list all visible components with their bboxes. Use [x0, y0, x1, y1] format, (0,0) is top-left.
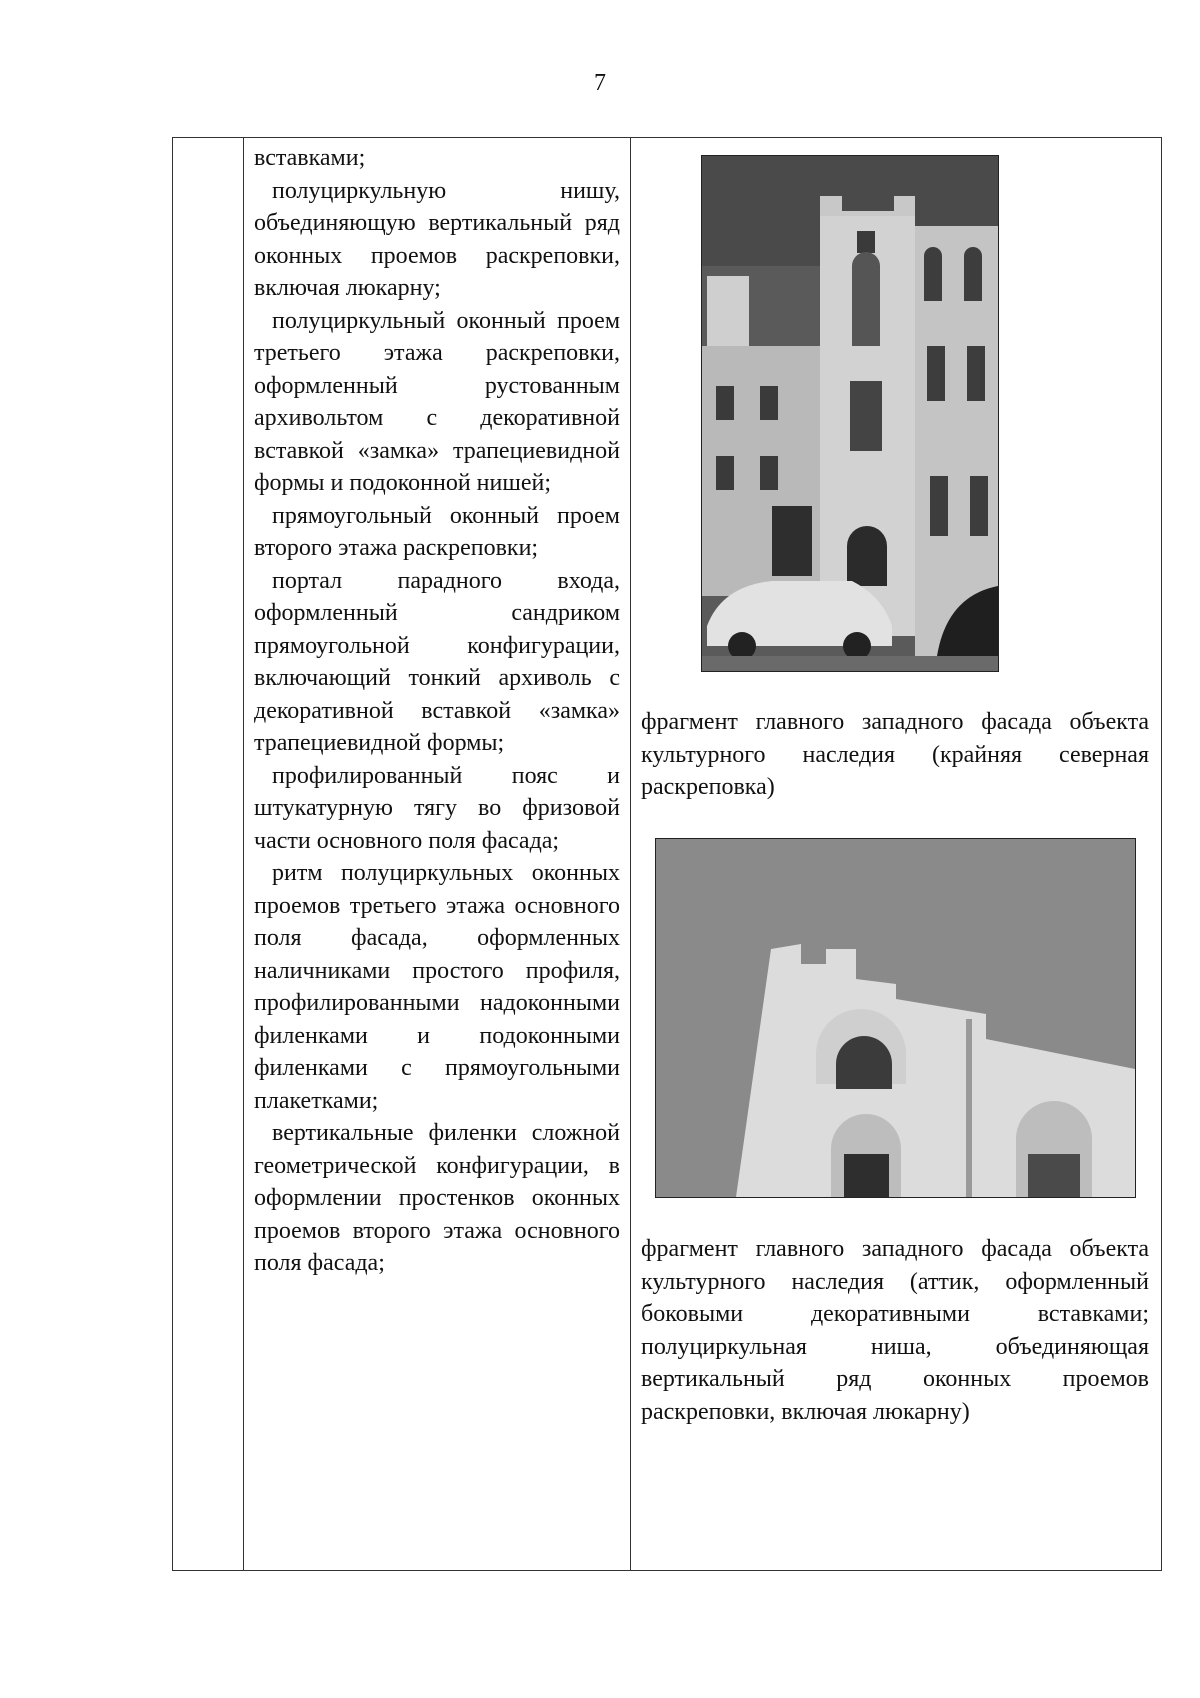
- list-item: прямоугольный оконный проем второго этажа раскреповки;: [254, 502, 620, 561]
- facade-photo-attic: [655, 838, 1136, 1198]
- list-item: вертикальные филенки сложной геометрической конфигурации, в оформлении простенков оконных проемов второго этажа основного поля фасада;: [254, 1120, 620, 1276]
- list-item: вставками;: [254, 145, 366, 171]
- elements-list: [244, 138, 630, 1280]
- facade-photo-north-projection: [701, 155, 999, 672]
- description-cell: [244, 138, 631, 1571]
- list-item: полуциркульную нишу, объединяющую вертикальный ряд оконных проемов раскреповки, включая люкарну;: [254, 177, 620, 301]
- table-row: [173, 138, 1162, 1571]
- building-photo-illustration: [702, 156, 998, 671]
- list-item: портал парадного входа, оформленный сандриком прямоугольной конфигурации, включающий тонкий архиволь с декоративной вставкой «замка» трапециевидной формы;: [254, 567, 620, 756]
- page-number: 7: [594, 70, 606, 96]
- photo-caption: фрагмент главного западного фасада объекта культурного наследия (крайняя северная раскреповка): [641, 709, 1149, 800]
- heritage-elements-table: [172, 137, 1162, 1571]
- building-photo-illustration: [656, 839, 1135, 1197]
- list-item: профилированный пояс и штукатурную тягу во фризовой части основного поля фасада;: [254, 762, 620, 854]
- list-item: ритм полуциркульных оконных проемов третьего этажа основного поля фасада, оформленных наличниками простого профиля, профилированными надоконными филенками и подоконными филенками с прямоугольными плакетками;: [254, 860, 620, 1114]
- photo-cell: [631, 138, 1162, 1571]
- photo-caption: фрагмент главного западного фасада объекта культурного наследия (аттик, оформленный боковыми декоративными вставками; полуциркульная ниша, объединяющая вертикальный ряд оконных проемов раскреповки, включая люкарну): [641, 1236, 1149, 1425]
- list-item: полуциркульный оконный проем третьего этажа раскреповки, оформленный рустованным архивольтом с декоративной вставкой «замка» трапециевидной формы и подоконной нишей;: [254, 307, 620, 496]
- number-cell: [173, 138, 244, 1571]
